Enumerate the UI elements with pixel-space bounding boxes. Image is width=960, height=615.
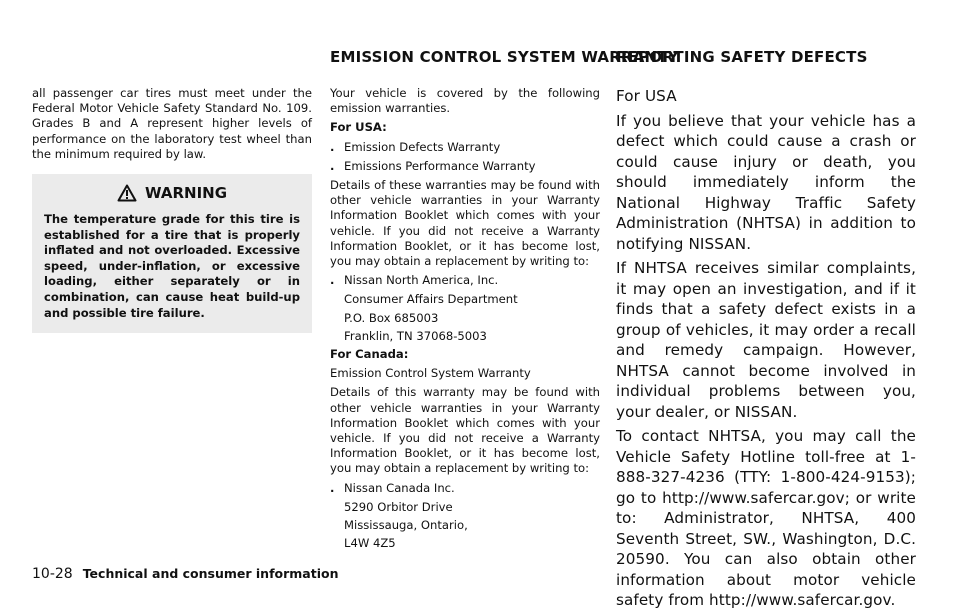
warning-header [44,184,300,202]
warning-text: The temperature grade for this tire is established for a tire that is properly inflated and not overloaded. Excessive speed, under-inflation, or excessive loading, either separately or in combination, can cause heat build-up and possible tire failure. [44,212,300,320]
usa-label: For USA: [330,120,387,135]
list-item: . Emission Defects Warranty [330,139,501,154]
defects-paragraph-2: If NHTSA receives similar complaints, it may open an investigation, and if it finds that a safety defect exists in a group of vehicles, it may order a recall and remedy campaign. However, NHTSA cannot become involved in individual problems between you, your dealer, or NISSAN. [616,259,916,421]
canada-address: 5290 Orbitor Drive Mississauga, Ontario, L4W 4Z5 [344,499,468,551]
tire-grade-paragraph: all passenger car tires must meet under the Federal Motor Vehicle Safety Standard No. 109. Grades B and A represent higher levels of performance on the laboratory test wheel than the minimum required by law. [32,86,312,161]
column-emission-warranty [330,86,600,554]
defects-paragraph-1: If you believe that your vehicle has a defect which could cause a crash or could cause injury or death, you should immediately inform the National Highway Traffic Safety Administration (NHTSA) in addition to notifying NISSAN. [616,111,916,253]
page-number: 10-28 [32,566,73,582]
page-footer [32,566,338,582]
canada-address-name: . Nissan Canada Inc. [330,480,455,495]
column-reporting-defects [616,86,916,615]
usa-address-name: . Nissan North America, Inc. [330,273,499,288]
warning-triangle-icon [117,184,137,202]
warning-title: WARNING [144,184,228,203]
for-usa-heading: For USA [616,87,677,105]
list-item: . Emissions Performance Warranty [330,158,536,173]
usa-address: Consumer Affairs Department P.O. Box 685003 Franklin, TN 37068-5003 [344,292,518,343]
footer-section-title: Technical and consumer information [82,566,339,581]
warning-box [32,174,312,333]
defects-paragraph-3: To contact NHTSA, you may call the Vehicle Safety Hotline toll-free at 1-888-327-4236 (TTY: 1-800-424-9153); go to http://www.safercar.gov; or write to: Administrator, NHTSA, 400 Seventh Street, SW., Washington, D.C. 20590. You can also obtain other information about motor vehicle safety from http://www.safercar.gov. [616,427,916,609]
canada-details-paragraph: Details of this warranty may be found with other vehicle warranties in your Warranty Information Booklet which comes with your vehicle. If you did not receive a Warranty Information Booklet, or it has become lost, you may obtain a replacement by writing to: [330,385,600,476]
column-tires [32,86,312,333]
canada-warranty-name: Emission Control System Warranty [330,366,531,381]
usa-details-paragraph: Details of these warranties may be found with other vehicle warranties in your Warranty Information Booklet which comes with your vehicle. If you did not receive a Warranty Information Booklet, or it has become lost, you may obtain a replacement by writing to: [330,178,600,269]
emission-intro: Your vehicle is covered by the following emission warranties. [330,86,600,116]
section-heading-emission-warranty: EMISSION CONTROL SYSTEM WARRANTY [330,48,679,66]
canada-label: For Canada: [330,347,409,362]
section-heading-reporting-defects: REPORTING SAFETY DEFECTS [616,48,868,66]
